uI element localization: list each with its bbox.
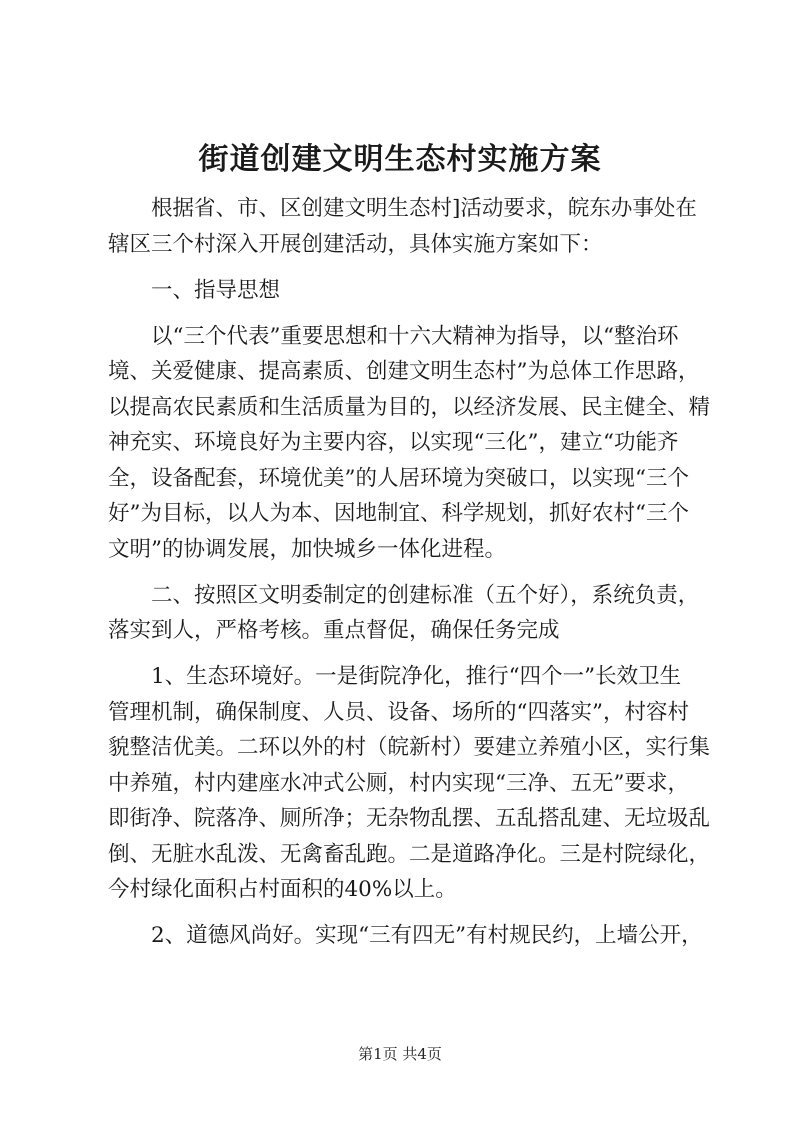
paragraph-line: 即街净、院落净、厕所净；无杂物乱摆、五乱搭乱建、无垃圾乱: [108, 806, 711, 831]
paragraph-line: 好”为目标，以人为本、因地制宜、科学规划，抓好农村“三个: [108, 501, 689, 526]
paragraph-line: 文明”的协调发展，加快城乡一体化进程。: [108, 536, 506, 562]
paragraph-line: 以提高农民素质和生活质量为目的，以经济发展、民主健全、精: [108, 394, 711, 420]
paragraph-line: 2、道德风尚好。实现“三有四无”有村规民约，上墙公开，: [151, 923, 703, 948]
paragraph-line: 貌整洁优美。二环以外的村（皖新村）要建立养殖小区，实行集: [108, 735, 711, 760]
paragraph-line: 全，设备配套，环境优美”的人居环境为突破口，以实现“三个: [108, 465, 689, 491]
paragraph-line: 倒、无脏水乱泼、无禽畜乱跑。二是道路净化。三是村院绿化，: [108, 841, 711, 867]
paragraph-line: 今村绿化面积占村面积的40%以上。: [108, 877, 457, 902]
paragraph-line: 管理机制，确保制度、人员、设备、场所的“四落实”，村容村: [108, 699, 689, 725]
paragraph-line: 以“三个代表”重要思想和十六大精神为指导，以“整治环: [151, 323, 679, 349]
document-title: 街道创建文明生态村实施方案: [198, 142, 602, 177]
paragraph-line: 1、生态环境好。一是街院净化，推行“四个一”长效卫生: [151, 664, 682, 689]
paragraph-line: 根据省、市、区创建文明生态村]活动要求，皖东办事处在: [151, 196, 697, 221]
section-heading: 二、按照区文明委制定的创建标准（五个好），系统负责，: [151, 582, 700, 608]
paragraph-line: 境、关爱健康、提高素质、创建文明生态村”为总体工作思路，: [108, 359, 700, 384]
paragraph-line: 辖区三个村深入开展创建活动，具体实施方案如下：: [108, 231, 603, 257]
paragraph-line: 落实到人，严格考核。重点督促，确保任务完成: [108, 618, 560, 643]
paragraph-line: 中养殖，村内建座水冲式公厕，村内实现“三净、五无”要求，: [108, 770, 689, 796]
paragraph-line: 神充实、环境良好为主要内容，以实现“三化”，建立“功能齐: [108, 430, 679, 455]
page-number-footer: 第1页 共4页: [358, 1045, 442, 1063]
section-heading: 一、指导思想: [151, 277, 281, 303]
document-body: [108, 191, 712, 954]
